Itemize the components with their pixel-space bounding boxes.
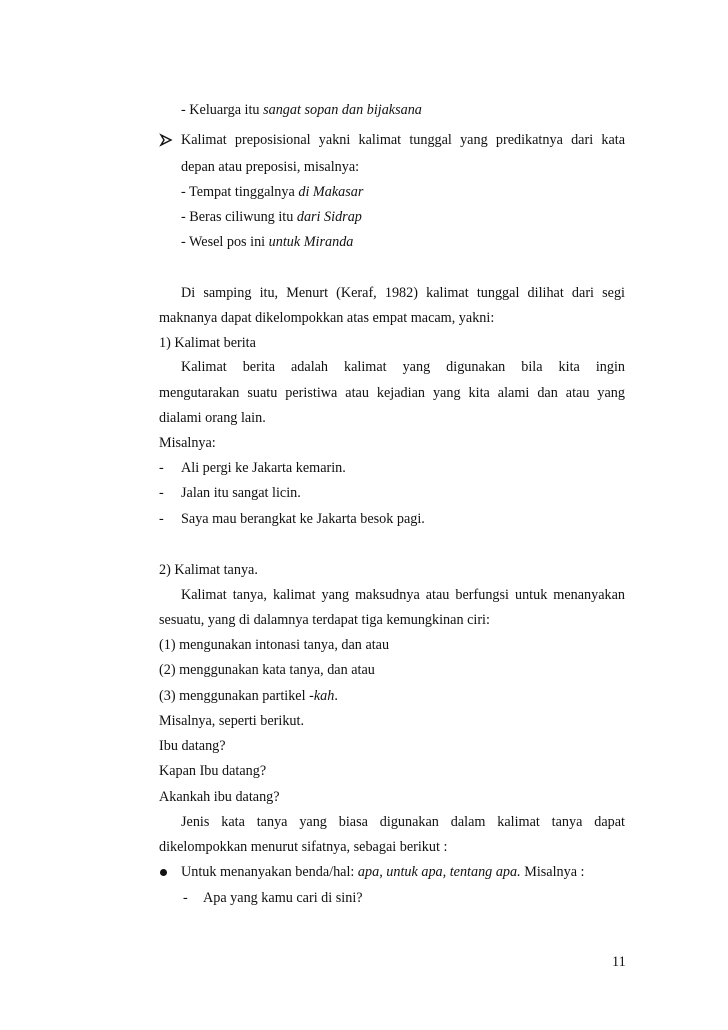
page-number: 11 [612, 954, 626, 970]
italic-text: sangat sopan dan bijaksana [263, 102, 422, 118]
line-5 [181, 208, 362, 226]
text: Ali pergi ke Jakarta kemarin. [181, 460, 346, 476]
text: Jalan itu sangat licin. [181, 485, 301, 501]
line-1 [181, 101, 422, 119]
arrow-bullet-icon [159, 133, 173, 147]
line-6 [181, 233, 353, 251]
line-3: depan atau preposisi, misalnya: [181, 159, 360, 175]
text: Misalnya : [520, 864, 585, 880]
line-27: Jenis kata tanya yang biasa digunakan dalam kalimat tanya dapat [181, 814, 625, 830]
line-11: mengutarakan suatu peristiwa atau kejadian yang kita alami dan atau yang [159, 385, 625, 401]
line-8: maknanya dapat dikelompokkan atas empat macam, yakni: [159, 310, 495, 326]
line-23: Misalnya, seperti berikut. [159, 713, 304, 729]
text: Untuk menanyakan benda/hal: [181, 864, 358, 880]
line-21: (2) menggunakan kata tanya, dan atau [159, 662, 375, 678]
italic-text: -kah [309, 688, 335, 704]
italic-text: untuk Miranda [268, 234, 354, 250]
line-28: dikelompokkan menurut sifatnya, sebagai berikut : [159, 839, 448, 855]
text: (3) menggunakan partikel [159, 688, 310, 704]
text: - Tempat tinggalnya [181, 184, 299, 200]
text: - Keluarga itu [181, 102, 264, 118]
line-29 [181, 863, 585, 881]
dash-marker: - [159, 460, 164, 476]
italic-text: apa, untuk apa, tentang apa. [357, 864, 521, 880]
dash-marker: - [159, 511, 164, 527]
line-26: Akankah ibu datang? [159, 789, 280, 805]
text: Apa yang kamu cari di sini? [203, 890, 363, 906]
line-10: Kalimat berita adalah kalimat yang digunakan bila kita ingin [181, 359, 625, 375]
line-13: Misalnya: [159, 435, 216, 451]
text: Saya mau berangkat ke Jakarta besok pagi. [181, 511, 425, 527]
text: - Beras ciliwung itu [181, 209, 297, 225]
text: - Wesel pos ini [181, 234, 269, 250]
italic-text: di Makasar [298, 184, 364, 200]
dash-marker: - [183, 890, 188, 906]
line-2: Kalimat preposisional yakni kalimat tunggal yang predikatnya dari kata [181, 132, 625, 148]
line-4 [181, 183, 363, 201]
line-18: Kalimat tanya, kalimat yang maksudnya atau berfungsi untuk menanyakan [181, 587, 625, 603]
line-7: Di samping itu, Menurt (Keraf, 1982) kalimat tunggal dilihat dari segi [181, 285, 625, 301]
italic-text: dari Sidrap [296, 209, 362, 225]
dash-marker: - [159, 485, 164, 501]
line-20: (1) mengunakan intonasi tanya, dan atau [159, 637, 390, 653]
line-17: 2) Kalimat tanya. [159, 562, 258, 578]
line-24: Ibu datang? [159, 738, 226, 754]
line-22 [159, 687, 338, 705]
line-25: Kapan Ibu datang? [159, 763, 267, 779]
line-9: 1) Kalimat berita [159, 335, 256, 351]
text: . [334, 688, 338, 704]
line-19: sesuatu, yang di dalamnya terdapat tiga kemungkinan ciri: [159, 612, 490, 628]
line-12: dialami orang lain. [159, 410, 266, 426]
bullet-icon [160, 869, 167, 876]
